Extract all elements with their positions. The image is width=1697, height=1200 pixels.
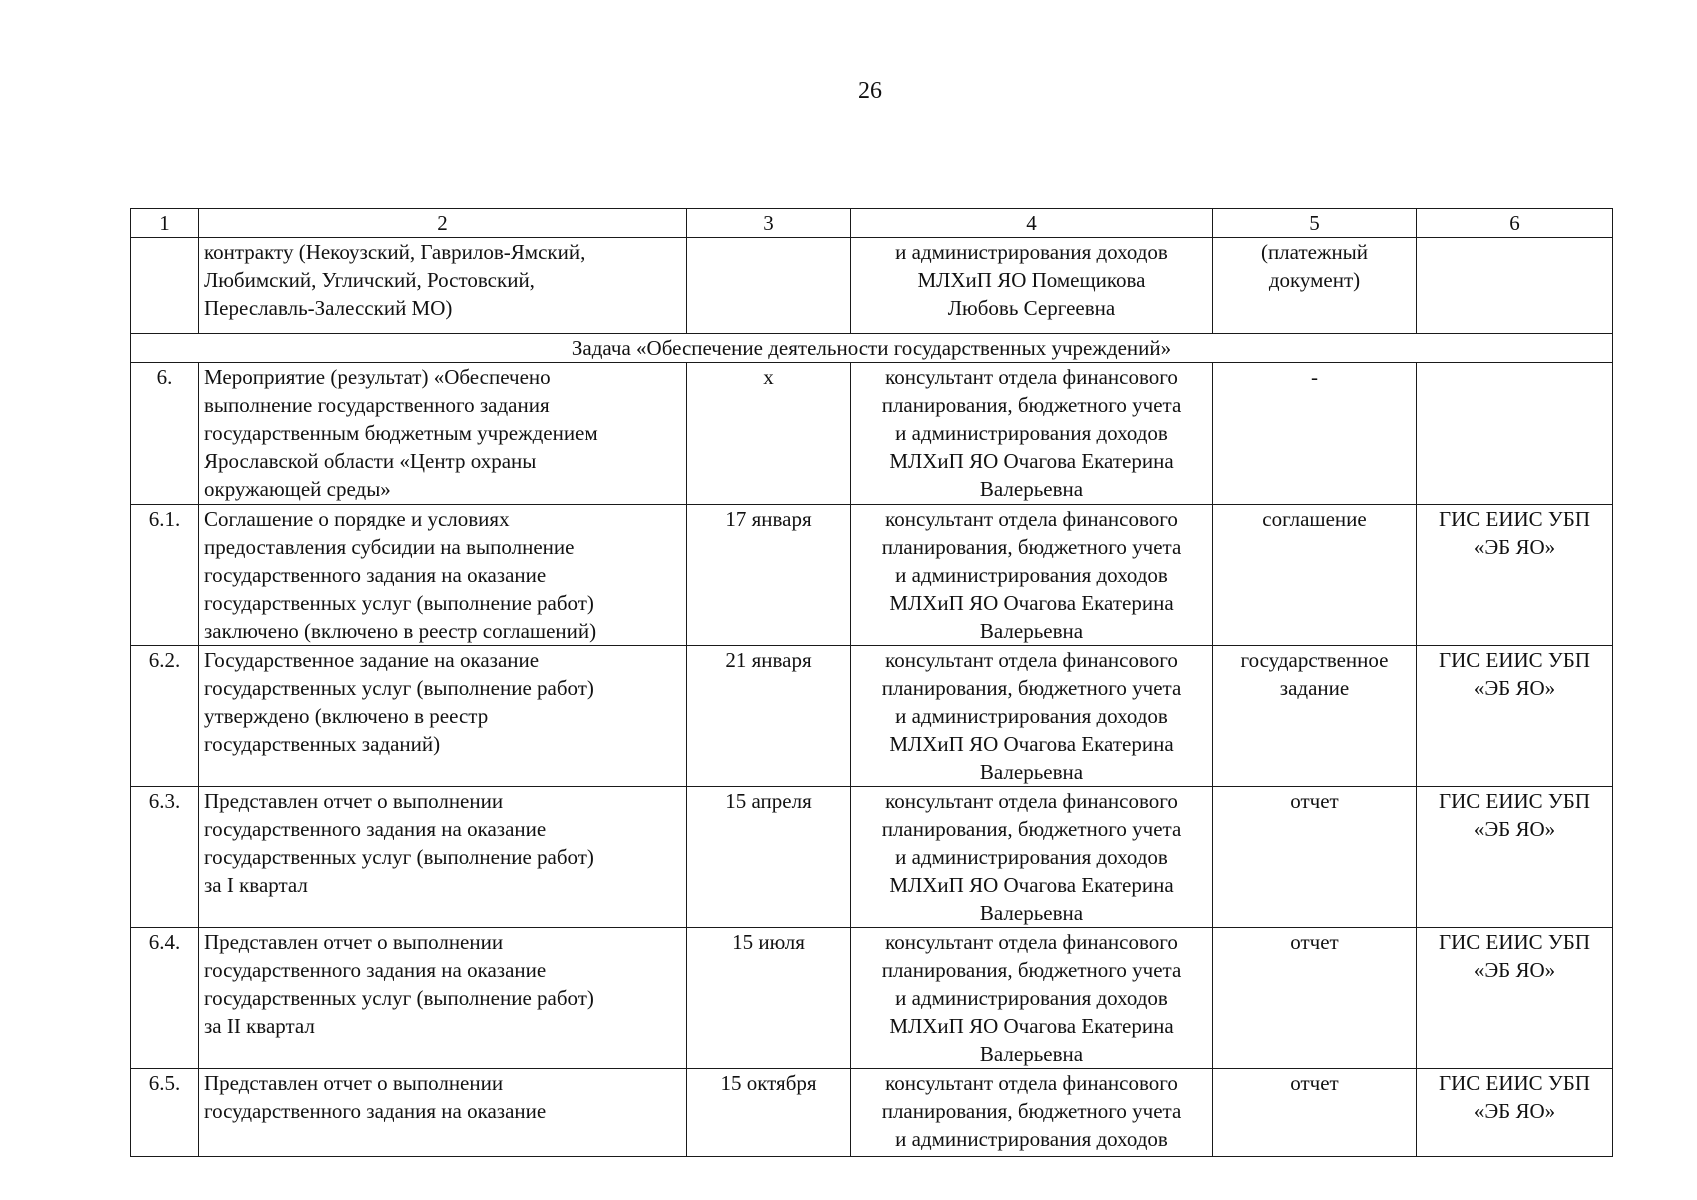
responsible-cell: консультант отдела финансового планирования, бюджетного учета и администрирования доходов МЛХиП ЯО Очагова Екатерина Валерьевна bbox=[851, 505, 1213, 646]
row-number-cell: 6.2. bbox=[131, 646, 199, 787]
description-cell: Представлен отчет о выполнении государственного задания на оказание bbox=[199, 1069, 687, 1157]
deadline-cell: 15 апреля bbox=[687, 787, 851, 928]
header-cell: 2 bbox=[199, 209, 687, 238]
responsible-cell: консультант отдела финансового планирования, бюджетного учета и администрирования доходов МЛХиП ЯО Очагова Екатерина Валерьевна bbox=[851, 928, 1213, 1069]
table-row bbox=[131, 646, 1613, 787]
deadline-cell bbox=[687, 238, 851, 334]
row-number-cell: 6.5. bbox=[131, 1069, 199, 1157]
table-row bbox=[131, 363, 1613, 505]
task-title: Задача «Обеспечение деятельности государственных учреждений» bbox=[131, 334, 1613, 363]
page-number: 26 bbox=[858, 78, 882, 104]
system-cell bbox=[1417, 363, 1613, 505]
header-cell: 3 bbox=[687, 209, 851, 238]
table-header-row bbox=[131, 209, 1613, 238]
table-row bbox=[131, 1069, 1613, 1157]
system-cell: ГИС ЕИИС УБП «ЭБ ЯО» bbox=[1417, 787, 1613, 928]
description-cell: Мероприятие (результат) «Обеспечено выполнение государственного задания государственным бюджетным учреждением Ярославской области «Центр охраны окружающей среды» bbox=[199, 363, 687, 505]
continuation-row bbox=[131, 238, 1613, 334]
document-cell: соглашение bbox=[1213, 505, 1417, 646]
description-cell: Государственное задание на оказание государственных услуг (выполнение работ) утверждено (включено в реестр государственных заданий) bbox=[199, 646, 687, 787]
responsible-cell: консультант отдела финансового планирования, бюджетного учета и администрирования доходов bbox=[851, 1069, 1213, 1157]
system-cell: ГИС ЕИИС УБП «ЭБ ЯО» bbox=[1417, 646, 1613, 787]
system-cell: ГИС ЕИИС УБП «ЭБ ЯО» bbox=[1417, 505, 1613, 646]
table-row bbox=[131, 787, 1613, 928]
document-cell: государственное задание bbox=[1213, 646, 1417, 787]
deadline-cell: 21 января bbox=[687, 646, 851, 787]
system-cell bbox=[1417, 238, 1613, 334]
deadline-cell: 17 января bbox=[687, 505, 851, 646]
deadline-cell: х bbox=[687, 363, 851, 505]
system-cell: ГИС ЕИИС УБП «ЭБ ЯО» bbox=[1417, 1069, 1613, 1157]
description-cell: Представлен отчет о выполнении государственного задания на оказание государственных услуг (выполнение работ) за II квартал bbox=[199, 928, 687, 1069]
description-cell: Представлен отчет о выполнении государственного задания на оказание государственных услуг (выполнение работ) за I квартал bbox=[199, 787, 687, 928]
header-cell: 4 bbox=[851, 209, 1213, 238]
table-row bbox=[131, 928, 1613, 1069]
row-number-cell: 6.1. bbox=[131, 505, 199, 646]
row-number-cell: 6.4. bbox=[131, 928, 199, 1069]
row-number-cell: 6. bbox=[131, 363, 199, 505]
description-cell: контракту (Некоузский, Гаврилов-Ямский, Любимский, Угличский, Ростовский, Переславль-Залесский МО) bbox=[199, 238, 687, 334]
deadline-cell: 15 октября bbox=[687, 1069, 851, 1157]
document-cell: отчет bbox=[1213, 787, 1417, 928]
row-number-cell bbox=[131, 238, 199, 334]
description-cell: Соглашение о порядке и условиях предоставления субсидии на выполнение государственного задания на оказание государственных услуг (выполнение работ) заключено (включено в реестр соглашений) bbox=[199, 505, 687, 646]
header-cell: 5 bbox=[1213, 209, 1417, 238]
plan-table bbox=[130, 208, 1613, 1157]
header-cell: 6 bbox=[1417, 209, 1613, 238]
document-cell: - bbox=[1213, 363, 1417, 505]
document-cell: (платежный документ) bbox=[1213, 238, 1417, 334]
responsible-cell: консультант отдела финансового планирования, бюджетного учета и администрирования доходов МЛХиП ЯО Очагова Екатерина Валерьевна bbox=[851, 363, 1213, 505]
responsible-cell: и администрирования доходов МЛХиП ЯО Помещикова Любовь Сергеевна bbox=[851, 238, 1213, 334]
table-row bbox=[131, 505, 1613, 646]
row-number-cell: 6.3. bbox=[131, 787, 199, 928]
responsible-cell: консультант отдела финансового планирования, бюджетного учета и администрирования доходов МЛХиП ЯО Очагова Екатерина Валерьевна bbox=[851, 787, 1213, 928]
task-row bbox=[131, 334, 1613, 363]
deadline-cell: 15 июля bbox=[687, 928, 851, 1069]
document-cell: отчет bbox=[1213, 1069, 1417, 1157]
document-cell: отчет bbox=[1213, 928, 1417, 1069]
responsible-cell: консультант отдела финансового планирования, бюджетного учета и администрирования доходов МЛХиП ЯО Очагова Екатерина Валерьевна bbox=[851, 646, 1213, 787]
header-cell: 1 bbox=[131, 209, 199, 238]
system-cell: ГИС ЕИИС УБП «ЭБ ЯО» bbox=[1417, 928, 1613, 1069]
